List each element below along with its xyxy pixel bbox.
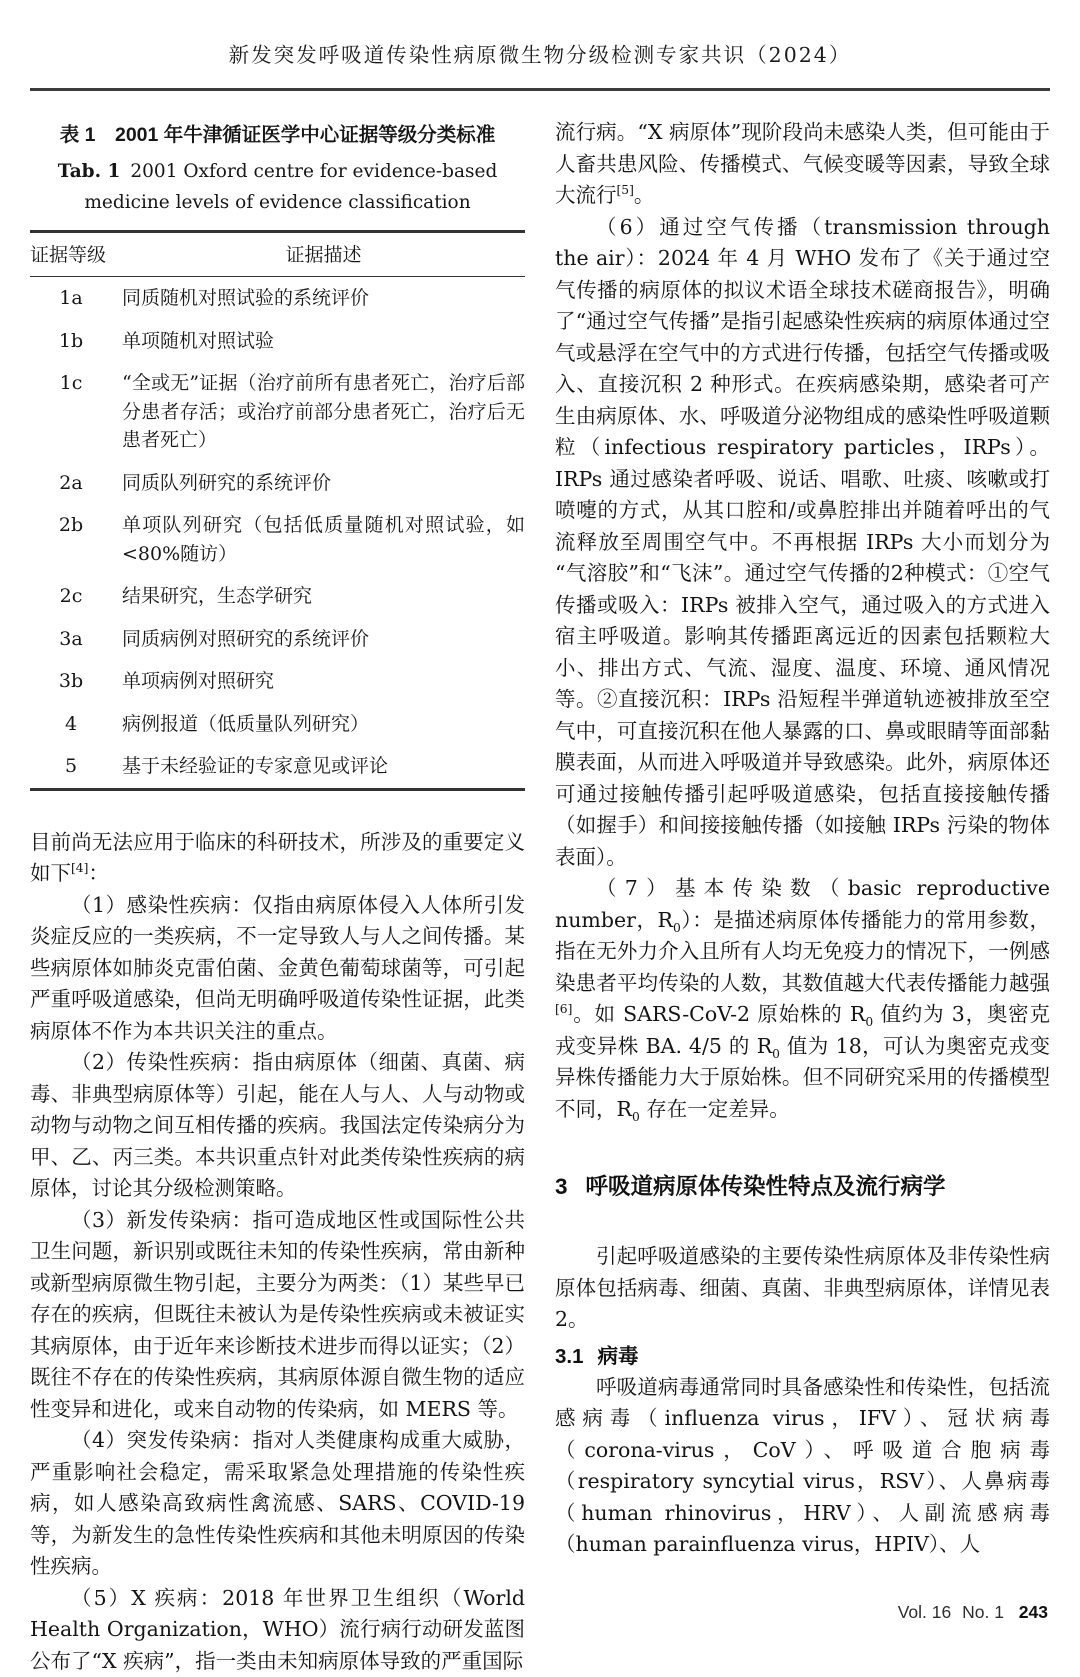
table-row — [30, 277, 525, 320]
evidence-desc: 单项队列研究（包括低质量随机对照试验，如<80%随访） — [122, 514, 525, 565]
table-row — [30, 362, 525, 462]
evidence-level: 1a — [59, 287, 83, 310]
table-row — [30, 504, 525, 575]
paragraph-definitions-intro: 目前尚无法应用于临床的科研技术，所涉及的重要定义如下[4]： — [30, 829, 525, 886]
evidence-level: 2c — [59, 585, 83, 608]
evidence-desc: 结果研究，生态学研究 — [122, 585, 313, 608]
table-row — [30, 320, 525, 363]
section-3-number: 3 — [555, 1174, 568, 1199]
table-row — [30, 462, 525, 505]
evidence-col-header-desc: 证据描述 — [122, 232, 525, 277]
footer-issue: No. 1 — [962, 1602, 1004, 1622]
paragraph-infectious-disease: （1）感染性疾病：仅指由病原体侵入人体所引发炎症反应的一类疾病，不一定导致人与人之间传播。某些病原体如肺炎克雷伯菌、金黄色葡萄球菌等，可引起严重呼吸道感染，但尚无明确呼吸道传染性证据，此类病原体不作为本共识关注的重点。 — [30, 892, 525, 1043]
evidence-desc: 单项随机对照试验 — [122, 329, 275, 352]
section-3-1-number: 3.1 — [555, 1344, 584, 1368]
evidence-desc: 同质病例对照研究的系统评价 — [122, 627, 370, 650]
paragraph-disease-x-continued: 流行病。“X 病原体”现阶段尚未感染人类，但可能由于人畜共患风险、传播模式、气候变暖等因素，导致全球大流行[5]。 — [555, 120, 1050, 207]
table-row — [30, 745, 525, 789]
table-row — [30, 618, 525, 661]
left-column — [30, 117, 525, 1677]
evidence-level: 2a — [59, 471, 83, 494]
paragraph-emerging-infectious-disease: （3）新发传染病：指可造成地区性或国际性公共卫生问题，新识别或既往未知的传染性疾病，常由新种或新型病原微生物引起，主要分为两类：（1）某些早已存在的疾病，但既往未被认为是传染性疾病或未被证实其病原体，由于近年来诊断技术进步而得以证实；（2）既往不存在的传染性疾病，其病原体源自微生物的适应性变异和进化，或来自动物的传染病，如 MERS 等。 — [30, 1207, 525, 1421]
left-body-text — [30, 827, 525, 1677]
paragraph-respiratory-viruses: 呼吸道病毒通常同时具备感染性和传染性，包括流感病毒（influenza virus，IFV）、冠状病毒（corona-virus，CoV）、呼吸道合胞病毒（respiratory syncytial virus，RSV）、人鼻病毒（human rhinovirus，HRV）、人副流感病毒（human parainfluenza virus，HPIV）、人 — [555, 1374, 1050, 1556]
evidence-desc: 病例报道（低质量队列研究） — [122, 712, 370, 735]
evidence-col-header-level: 证据等级 — [30, 232, 122, 277]
evidence-table — [30, 230, 525, 791]
table-row — [30, 575, 525, 618]
evidence-level: 1b — [58, 329, 84, 352]
evidence-level: 4 — [64, 712, 78, 735]
table-row — [30, 703, 525, 746]
footer-volume: Vol. 16 — [897, 1602, 952, 1622]
evidence-desc: 基于未经验证的专家意见或评论 — [122, 755, 389, 778]
right-column — [555, 117, 1050, 1677]
paragraph-airborne-transmission: （6）通过空气传播（transmission through the air）：2024 年 4 月 WHO 发布了《关于通过空气传播的病原体的拟议术语全球技术磋商报告》，明确了“通过空气传播”是指引起感染性疾病的病原体通过空气或悬浮在空气中的方式进行传播，包括空气传播或吸入、直接沉积 2 种形式。在疾病感染期，感染者可产生由病原体、水、呼吸道分泌物组成的感染性呼吸道颗粒（infectious respiratory particles，IRPs）。IRPs 通过感染者呼吸、说话、唱歌、吐痰、咳嗽或打喷嚏的方式，从其口腔和/或鼻腔排出并随着呼出的气流释放至周围空气中。不再根据 IRPs 大小而划分为“气溶胶”和“飞沫”。通过空气传播的2种模式：①空气传播或吸入：IRPs 被排入空气，通过吸入的方式进入宿主呼吸道。影响其传播距离远近的因素包括颗粒大小、排出方式、气流、湿度、温度、环境、通风情况等。②直接沉积：IRPs 沿短程半弹道轨迹被排放至空气中，可直接沉积在他人暴露的口、鼻或眼睛等面部黏膜表面，从而进入呼吸道并导致感染。此外，病原体还可通过接触传播引起呼吸道感染，包括直接接触传播（如握手）和间接接触传播（如接触 IRPs 污染的物体表面）。 — [555, 214, 1050, 869]
table1-caption-en-label: Tab. 1 — [57, 161, 121, 182]
paragraph-disease-x: （5）X 疾病：2018 年世界卫生组织（World Health Organization，WHO）流行病行动研发蓝图公布了“X 疾病”，指一类由未知病原体导致的严重国际 — [30, 1585, 525, 1673]
paragraph-communicable-disease: （2）传染性疾病：指由病原体（细菌、真菌、病毒、非典型病原体等）引起，能在人与人、人与动物或动物与动物之间互相传播的疾病。我国法定传染病分为甲、乙、丙三类。本共识重点针对此类传染性疾病的病原体，讨论其分级检测策略。 — [30, 1050, 525, 1201]
footer-page-number: 243 — [1018, 1602, 1048, 1622]
table1-caption-zh: 表 1 2001 年牛津循证医学中心证据等级分类标准 — [59, 124, 496, 146]
content-columns — [30, 117, 1050, 1677]
evidence-desc: 同质队列研究的系统评价 — [122, 471, 332, 494]
section-3-1-heading — [555, 1339, 1050, 1369]
evidence-desc: 单项病例对照研究 — [122, 670, 275, 693]
section-3-1-title: 病毒 — [597, 1344, 639, 1368]
evidence-desc: “全或无”证据（治疗前所有患者死亡，治疗后部分患者存活；或治疗前部分患者死亡，治疗后无患者死亡） — [122, 372, 525, 452]
footer — [892, 1602, 1048, 1623]
evidence-level: 2b — [58, 514, 84, 537]
header-divider — [30, 88, 1050, 91]
paragraph-sudden-outbreak-disease: （4）突发传染病：指对人类健康构成重大威胁，严重影响社会稳定，需采取紧急处理措施的传染性疾病，如人感染高致病性禽流感、SARS、COVID-19 等，为新发生的急性传染性疾病和其他未明原因的传染性疾病。 — [30, 1428, 525, 1579]
section-3-title: 呼吸道病原体传染性特点及流行病学 — [585, 1174, 946, 1199]
paragraph-section3-intro: 引起呼吸道感染的主要传染性病原体及非传染性病原体包括病毒、细菌、真菌、非典型病原体，详情见表 2。 — [555, 1244, 1050, 1331]
evidence-header-row — [30, 232, 525, 277]
table1-caption-en — [40, 157, 515, 218]
evidence-level: 1c — [59, 372, 83, 395]
table-row — [30, 660, 525, 703]
section-3-heading — [555, 1169, 1050, 1201]
evidence-desc: 同质随机对照试验的系统评价 — [122, 287, 370, 310]
running-head-title: 新发突发呼吸道传染性病原微生物分级检测专家共识（2024） — [228, 43, 852, 67]
evidence-level: 3a — [59, 627, 83, 650]
paragraph-basic-reproduction-number: （7）基本传染数（basic reproductive number，$R_0$）：是描述病原体传播能力的常用参数，指在无外力介入且所有人均无免疫力的情况下，一例感染患者平均传染的人数，其数值越大代表传播能力越强[6]。如 SARS-CoV-2 原始株的 $R_0$ 值约为 3，奥密克戎变异株 BA. 4/5 的 $R_0$ 值为 18，可认为奥密克戎变异株传播能力大于原始株。但不同研究采用的传播模型不同，$R_0$ 存在一定差异。 — [555, 876, 1050, 1124]
evidence-level: 3b — [58, 670, 84, 693]
evidence-level: 5 — [64, 755, 78, 778]
table1-caption-en-text: 2001 Oxford centre for evidence-based medicine levels of evidence classification — [84, 161, 498, 213]
